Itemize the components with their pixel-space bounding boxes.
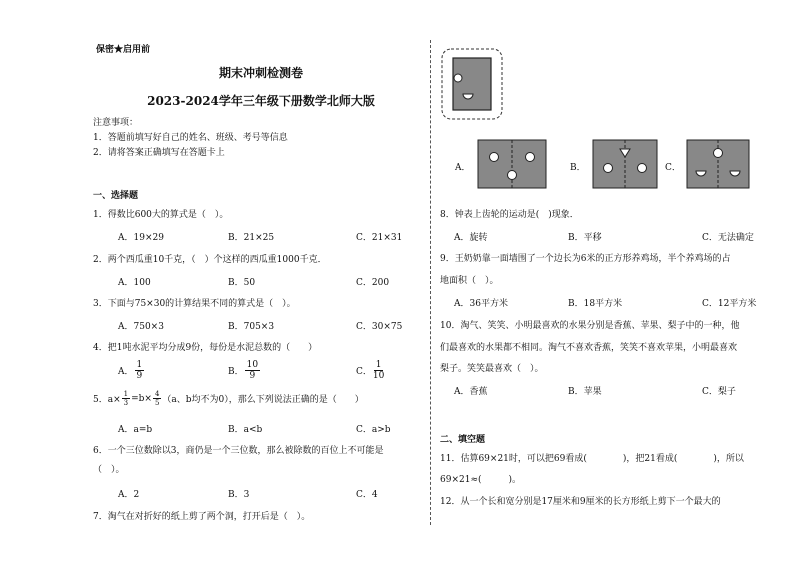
option-b[interactable]: B．a<b <box>228 425 263 435</box>
question-12: 12．从一个长和宽分别是17厘米和9厘米的长方形纸上剪下一个最大的 <box>440 497 721 507</box>
denominator: 9 <box>249 371 256 381</box>
numerator: 1 <box>375 360 382 370</box>
folded-paper-figure <box>441 48 503 120</box>
question-10-cont: 们最喜欢的水果都不相同。淘气不喜欢香蕉，笑笑不喜欢苹果，小明最喜欢 <box>440 343 738 353</box>
option-b[interactable]: B．21×25 <box>228 233 275 243</box>
option-a[interactable]: A．750×3 <box>118 322 164 332</box>
option-c[interactable] <box>356 360 385 381</box>
q5-text: （a、b均不为0），那么下列说法正确的是（ ） <box>162 395 364 405</box>
question-6-cont: （ ）。 <box>93 465 125 475</box>
numerator: 1 <box>136 360 143 370</box>
question-11-cont: 69×21≈( )。 <box>440 475 522 485</box>
section-heading: 一、选择题 <box>93 191 139 201</box>
option-a[interactable]: A．36平方米 <box>454 299 508 309</box>
denominator: 5 <box>154 399 160 407</box>
option-a[interactable]: A． <box>455 163 471 173</box>
option-c[interactable]: C． <box>665 163 681 173</box>
note-item: 2．请将答案正确填写在答题卡上 <box>93 148 225 158</box>
question-2: 2．两个西瓜重10千克，（ ）个这样的西瓜重1000千克． <box>93 255 327 265</box>
numerator: 1 <box>123 390 129 398</box>
fraction <box>153 390 161 407</box>
paper-option-b-figure[interactable] <box>592 139 658 189</box>
option-b[interactable] <box>228 360 261 381</box>
q5-text: =b× <box>131 393 152 404</box>
question-9: 9．王奶奶靠一面墙围了一个边长为6米的正方形养鸡场，半个养鸡场的占 <box>440 254 731 264</box>
option-b[interactable]: B．3 <box>228 490 250 500</box>
secret-label: 保密★启用前 <box>96 45 151 55</box>
question-10: 10．淘气、笑笑、小明最喜欢的水果分别是香蕉、苹果、梨子中的一种，他 <box>440 321 740 331</box>
numerator: 4 <box>154 390 160 398</box>
option-c[interactable]: C．200 <box>356 278 390 288</box>
question-8: 8．钟表上齿轮的运动是( )现象． <box>440 210 579 220</box>
option-label: A． <box>118 367 134 377</box>
option-label: B． <box>228 367 244 377</box>
note-item: 1．答题前填写好自己的姓名、班级、考号等信息 <box>93 133 288 143</box>
option-a[interactable]: A．a=b <box>118 425 153 435</box>
notes-heading: 注意事项： <box>93 118 139 128</box>
option-a[interactable]: A．100 <box>118 278 151 288</box>
denominator: 3 <box>123 399 129 407</box>
option-a[interactable] <box>118 360 145 381</box>
fraction <box>245 360 260 381</box>
option-c[interactable]: C．梨子 <box>702 387 736 397</box>
option-c[interactable]: C．21×31 <box>356 233 403 243</box>
option-c[interactable]: C．30×75 <box>356 322 403 332</box>
option-a[interactable]: A．2 <box>118 490 140 500</box>
section-heading: 二、填空题 <box>440 435 486 445</box>
paper-option-a-figure[interactable] <box>477 139 547 189</box>
question-10-cont: 梨子。笑笑最喜欢（ ）。 <box>440 364 544 374</box>
numerator: 10 <box>246 360 259 370</box>
option-b[interactable]: B．平移 <box>568 233 602 243</box>
question-1: 1．得数比600大的算式是（ ）。 <box>93 210 229 220</box>
question-9-cont: 地面积（ ）。 <box>440 276 499 286</box>
option-b[interactable]: B． <box>570 163 586 173</box>
question-6: 6．一个三位数除以3，商仍是一个三位数，那么被除数的百位上不可能是 <box>93 446 384 456</box>
option-c[interactable]: C．4 <box>356 490 378 500</box>
option-c[interactable]: C．无法确定 <box>702 233 754 243</box>
denominator: 9 <box>136 371 143 381</box>
page-divider <box>430 40 431 525</box>
denominator: 10 <box>372 371 385 381</box>
fraction <box>122 390 130 407</box>
option-a[interactable]: A．旋转 <box>454 233 488 243</box>
option-label: C． <box>356 367 372 377</box>
question-11: 11．估算69×21时，可以把69看成( )，把21看成( )，所以 <box>440 454 744 464</box>
question-7: 7．淘气在对折好的纸上剪了两个洞，打开后是（ ）。 <box>93 512 311 522</box>
paper-option-c-figure[interactable] <box>686 139 750 189</box>
option-a[interactable]: A．19×29 <box>118 233 164 243</box>
fraction <box>373 360 384 381</box>
q5-text: 5．a× <box>93 395 121 405</box>
option-c[interactable]: C．a>b <box>356 425 391 435</box>
option-c[interactable]: C．12平方米 <box>702 299 757 309</box>
option-b[interactable]: B．苹果 <box>568 387 602 397</box>
option-b[interactable]: B．50 <box>228 278 256 288</box>
option-b[interactable]: B．18平方米 <box>568 299 623 309</box>
option-b[interactable]: B．705×3 <box>228 322 275 332</box>
option-a[interactable]: A．香蕉 <box>454 387 488 397</box>
question-3: 3．下面与75×30的计算结果不同的算式是（ ）。 <box>93 299 296 309</box>
page-title: 期末冲刺检测卷 <box>218 66 303 80</box>
question-5 <box>93 390 364 407</box>
question-4: 4．把1吨水泥平均分成9份，每份是水泥总数的（ ） <box>93 343 318 353</box>
fraction <box>135 360 145 381</box>
page-subtitle: 2023-2024学年三年级下册数学北师大版 <box>147 94 375 108</box>
